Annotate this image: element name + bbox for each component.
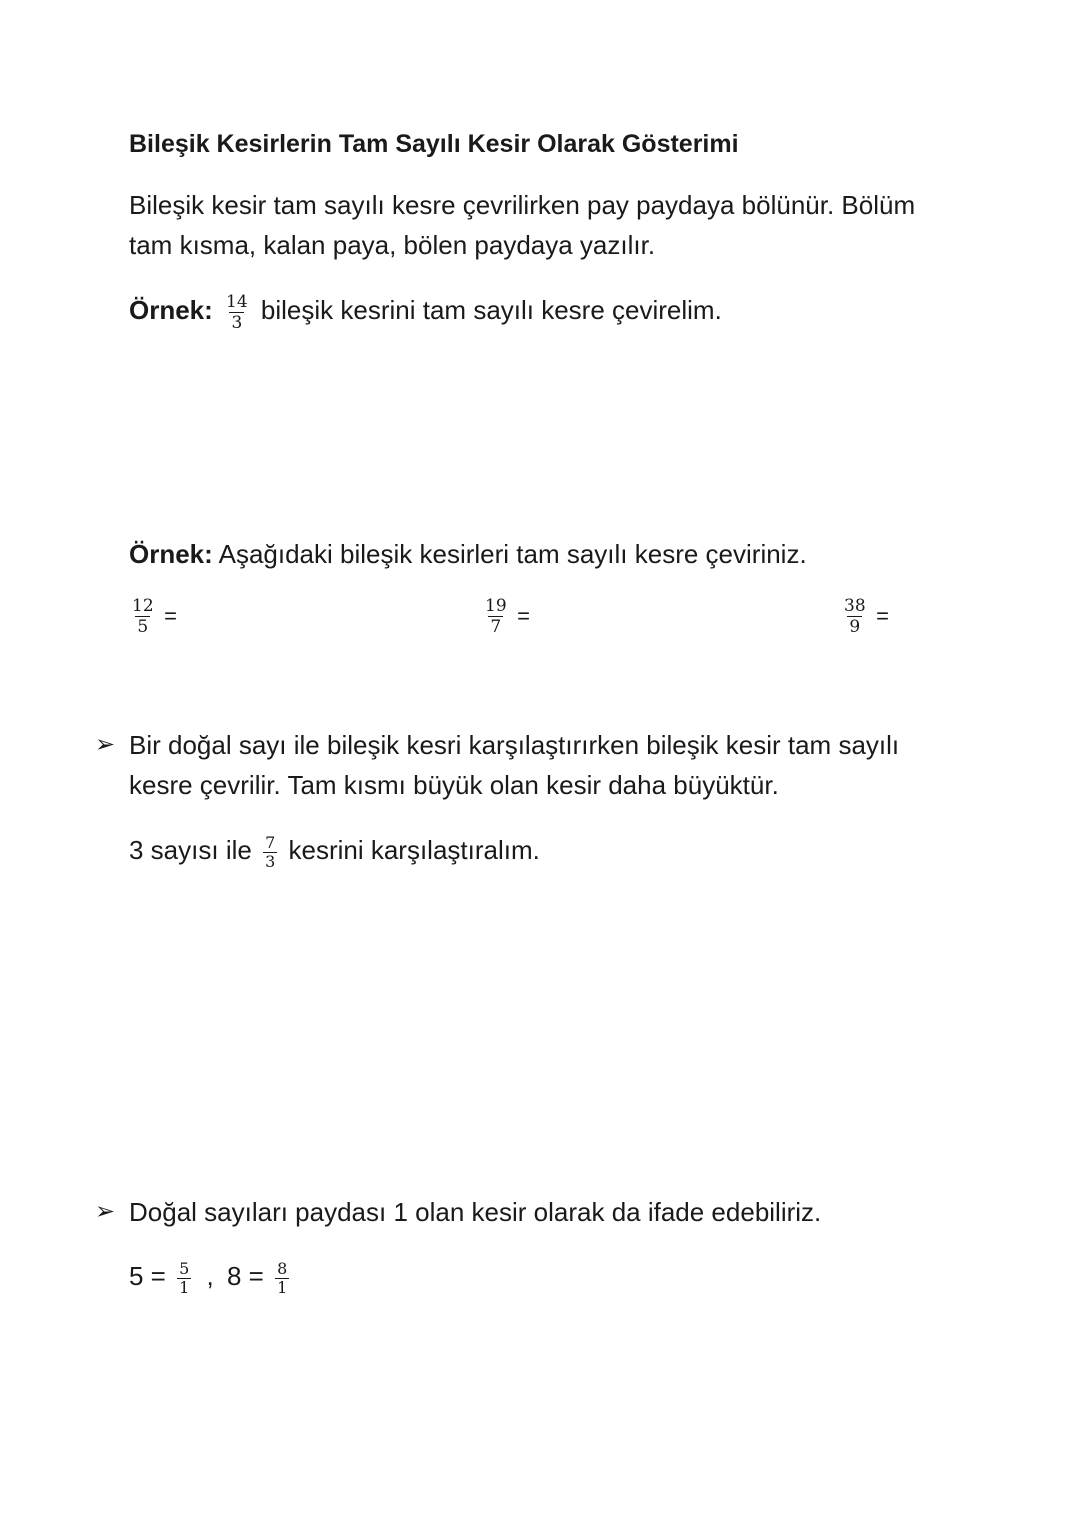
natural-number-examples	[129, 1256, 293, 1297]
bullet-1-line-1: Bir doğal sayı ile bileşik kesri karşılaştırırken bileşik kesir tam sayılı	[129, 730, 900, 760]
fraction-denominator: 3	[231, 312, 243, 333]
fraction-numerator: 8	[277, 1258, 288, 1278]
example-1-text: bileşik kesrini tam sayılı kesre çevirelim.	[260, 295, 722, 325]
intro-line-2: tam kısma, kalan paya, bölen paydaya yazılır.	[129, 230, 656, 261]
bullet-1-line-2: kesre çevrilir. Tam kısmı büyük olan kesir daha büyüktür.	[129, 770, 779, 801]
fraction	[130, 596, 156, 637]
fraction-denominator: 9	[849, 617, 861, 637]
fraction	[275, 1260, 289, 1297]
equals-sign: =	[164, 603, 177, 629]
exercise-fraction-2	[479, 596, 530, 637]
comparison-suffix: kesrini karşılaştıralım.	[288, 835, 540, 865]
separator: ,	[206, 1261, 214, 1291]
comparison-prefix: 3 sayısı ile	[129, 835, 252, 865]
fraction-denominator: 3	[265, 851, 276, 871]
comparison-example	[129, 830, 540, 871]
intro-paragraph	[129, 185, 915, 266]
whole-number: 5 =	[129, 1261, 166, 1291]
whole-number: 8 =	[227, 1261, 264, 1291]
fraction-denominator: 1	[179, 1277, 190, 1297]
equals-sign: =	[876, 603, 889, 629]
fraction	[483, 596, 509, 637]
fraction-numerator: 14	[226, 291, 248, 312]
fraction-numerator: 19	[485, 596, 507, 616]
bullet-arrow-icon: ➢	[95, 731, 116, 758]
example-1-label: Örnek:	[129, 295, 213, 325]
bullet-1-paragraph	[129, 725, 899, 806]
example-1	[129, 290, 722, 333]
fraction-numerator: 7	[265, 832, 276, 852]
page-title: Bileşik Kesirlerin Tam Sayılı Kesir Olarak Gösterimi	[129, 130, 739, 158]
bullet-arrow-icon: ➢	[95, 1198, 116, 1225]
fraction	[842, 596, 868, 637]
intro-line-1: Bileşik kesir tam sayılı kesre çevrilirken pay paydaya bölünür. Bölüm	[129, 190, 916, 220]
fraction-numerator: 5	[179, 1258, 190, 1278]
bullet-2-text: Doğal sayıları paydası 1 olan kesir olarak da ifade edebiliriz.	[129, 1197, 822, 1227]
exercise-fraction-1	[126, 596, 177, 637]
fraction-numerator: 12	[132, 596, 154, 616]
exercise-fraction-3	[838, 596, 889, 637]
fraction	[177, 1260, 191, 1297]
example-2-label: Örnek:	[129, 539, 213, 569]
fraction-denominator: 5	[137, 617, 149, 637]
example-1-fraction	[224, 292, 250, 333]
comparison-fraction	[263, 834, 277, 871]
fraction-numerator: 38	[844, 596, 866, 616]
fraction-denominator: 7	[490, 617, 502, 637]
example-2-text: Aşağıdaki bileşik kesirleri tam sayılı kesre çeviriniz.	[218, 539, 807, 569]
fraction-denominator: 1	[277, 1277, 288, 1297]
example-2	[129, 534, 807, 574]
equals-sign: =	[517, 603, 530, 629]
